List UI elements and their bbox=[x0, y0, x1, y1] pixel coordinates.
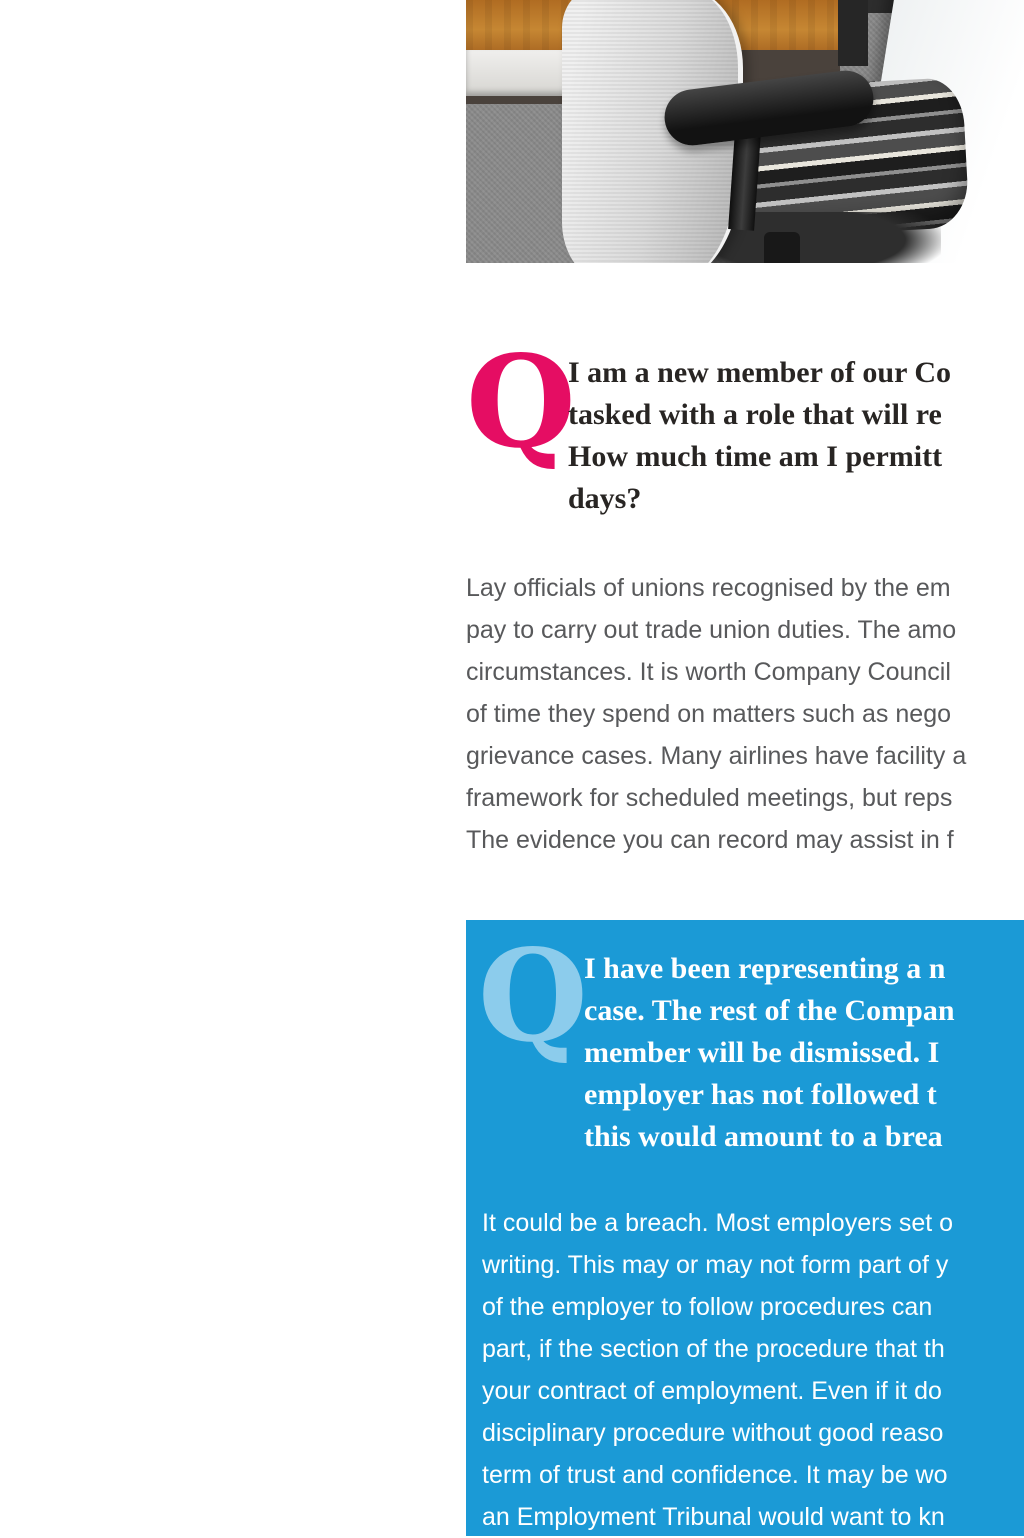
answer-2-paragraph bbox=[482, 1202, 953, 1538]
question-2-heading-line: member will be dismissed. I bbox=[584, 1036, 940, 1069]
question-1-heading bbox=[568, 352, 951, 520]
chair-gas-lift bbox=[764, 232, 800, 263]
question-2-panel bbox=[466, 920, 1024, 1536]
answer-1-line: framework for scheduled meetings, but reps bbox=[466, 784, 953, 812]
answer-2-line: an Employment Tribunal would want to kn bbox=[482, 1503, 945, 1531]
answer-1-line: The evidence you can record may assist in f bbox=[466, 826, 954, 854]
answer-2-line: part, if the section of the procedure that th bbox=[482, 1335, 945, 1363]
question-1-heading-line: I am a new member of our Co bbox=[568, 356, 952, 389]
question-2-heading-line: case. The rest of the Compan bbox=[584, 994, 955, 1027]
question-2-heading-line: I have been representing a n bbox=[584, 952, 946, 985]
answer-1-line: pay to carry out trade union duties. The amo bbox=[466, 616, 957, 644]
question-marker-pink: Q bbox=[466, 328, 576, 476]
answer-2-line: It could be a breach. Most employers set o bbox=[482, 1209, 954, 1237]
answer-2-line: of the employer to follow procedures can bbox=[482, 1293, 933, 1321]
answer-1-line: Lay officials of unions recognised by the em bbox=[466, 574, 951, 602]
question-2-heading-line: this would amount to a brea bbox=[584, 1120, 943, 1153]
answer-1-line: of time they spend on matters such as nego bbox=[466, 700, 951, 728]
answer-2-line: writing. This may or may not form part of y bbox=[482, 1251, 949, 1279]
answer-1-line: grievance cases. Many airlines have facility a bbox=[466, 742, 967, 770]
answer-1-paragraph bbox=[466, 567, 966, 861]
desk-leg bbox=[838, 0, 868, 66]
answer-2-line: your contract of employment. Even if it do bbox=[482, 1377, 942, 1405]
office-chair-photo bbox=[466, 0, 1024, 263]
question-marker-light-blue: Q bbox=[478, 922, 588, 1070]
answer-2-line: disciplinary procedure without good reaso bbox=[482, 1419, 944, 1447]
answer-1-line: circumstances. It is worth Company Council bbox=[466, 658, 951, 686]
question-2-heading-line: employer has not followed t bbox=[584, 1078, 937, 1111]
answer-2-line: term of trust and confidence. It may be wo bbox=[482, 1461, 948, 1489]
question-1-heading-line: How much time am I permitt bbox=[568, 440, 943, 473]
question-2-heading bbox=[584, 948, 955, 1158]
question-1-heading-line: tasked with a role that will re bbox=[568, 398, 942, 431]
question-1-heading-line: days? bbox=[568, 482, 642, 515]
